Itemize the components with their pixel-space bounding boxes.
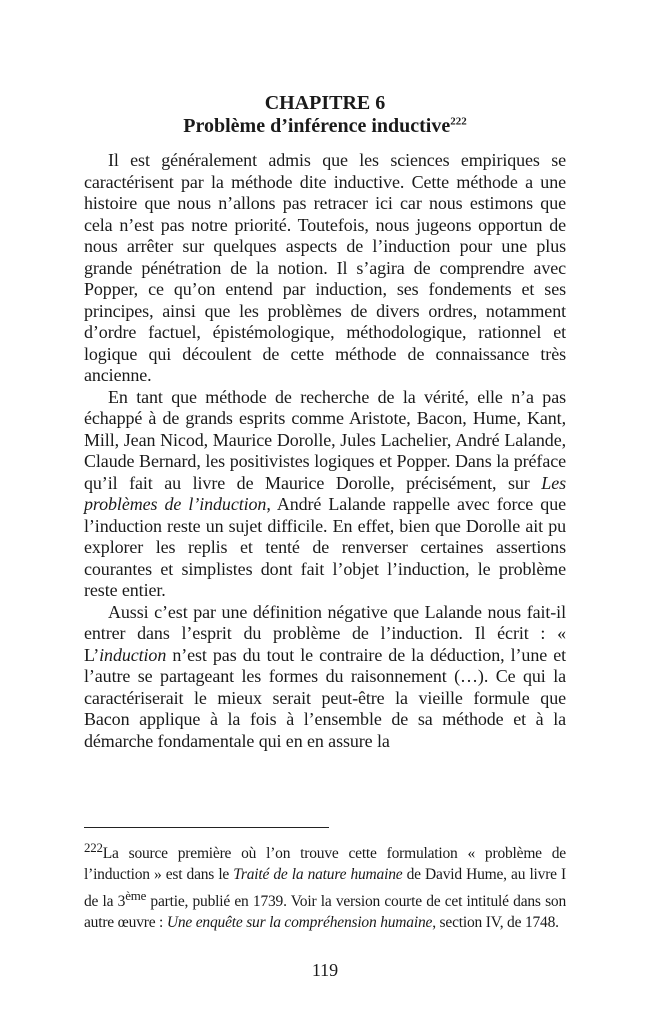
paragraph-2-text-a: En tant que méthode de recherche de la vérité, elle n’a pas échappé à de grands esprits comme Aristote, Bacon, Hume, Kant, Mill, Jean Nicod, Maurice Dorolle, Jules Lachelier, André Lalande, Claude Bernard, les positivistes logiques et Popper. Dans la préface qu’il fait au livre de Maurice Dorolle, précisément, sur <box>84 386 566 493</box>
footnote-text-b: de David Hume, au livre I de la 3 <box>84 865 566 910</box>
footnote-number: 222 <box>84 840 103 855</box>
paragraph-3-text-b: n’est pas du tout le contraire de la déduction, l’une et l’autre se partageant les formes du raisonnement (…). Ce qui la caractériserait le mieux serait peut-être la vieille formule que Bacon applique à la fois à l’ensemble de sa méthode et à la démarche fondamentale qui en en assure la <box>84 644 566 751</box>
footnote <box>84 838 566 934</box>
paragraph-1 <box>84 150 566 387</box>
footnote-italic-2: Une enquête sur la compréhension humaine <box>166 913 433 931</box>
induction-italic: induction <box>99 644 167 665</box>
chapter-title-text: Problème d’inférence inductive <box>183 115 451 137</box>
footnote-italic-1: Traité de la nature humaine <box>233 865 403 883</box>
footnote-divider <box>84 827 329 828</box>
footnote-paragraph <box>84 838 566 934</box>
paragraph-2-text-b: , André Lalande rappelle avec force que l’induction reste un sujet difficile. En effet, bien que Dorolle ait pu explorer les replis et tenté de renverser certaines assertions courantes et simplistes dont fait l’objet l’induction, le problème reste entier. <box>84 494 566 600</box>
chapter-heading <box>0 92 650 138</box>
chapter-label: CHAPITRE 6 <box>264 92 386 114</box>
paragraph-3 <box>84 602 566 753</box>
paragraph-1-text: Il est généralement admis que les sciences empiriques se caractérisent par la méthode dite inductive. Cette méthode a une histoire que nous n’allons pas retracer ici car nous estimons que cela n’est pas notre priorité. Toutefois, nous jugeons opportun de nous arrêter sur quelques aspects de l’induction pour une plus grande pénétration de la notion. Il s’agira de comprendre avec Popper, ce qu’on entend par induction, ses fondements et ses principes, ainsi que les problèmes de divers ordres, notamment d’ordre factuel, épistémologique, méthodologique, rationnel et logique qui découlent de cette méthode de connaissance très ancienne. <box>84 150 566 385</box>
paragraph-3-text-a: Aussi c’est par une définition négative que Lalande nous fait-il entrer dans l’esprit du problème de l’induction. Il écrit : « L’ <box>84 601 566 665</box>
book-title-italic: Les problèmes de l’induction <box>84 472 566 514</box>
footnote-reference[interactable]: 222 <box>450 115 467 128</box>
footnote-text-a: La source première où l’on trouve cette formulation « problème de l’induction » est dans le <box>84 845 566 883</box>
footnote-superscript: ème <box>125 887 147 903</box>
paragraph-2 <box>84 387 566 602</box>
footnote-text-d: , section IV, de 1748. <box>432 913 559 931</box>
chapter-title <box>0 114 650 138</box>
footnote-text-c: partie, publié en 1739. Voir la version courte de cet intitulé dans son autre œuvre : <box>84 892 567 931</box>
page-number: 119 <box>311 960 339 980</box>
body-text <box>84 150 566 752</box>
